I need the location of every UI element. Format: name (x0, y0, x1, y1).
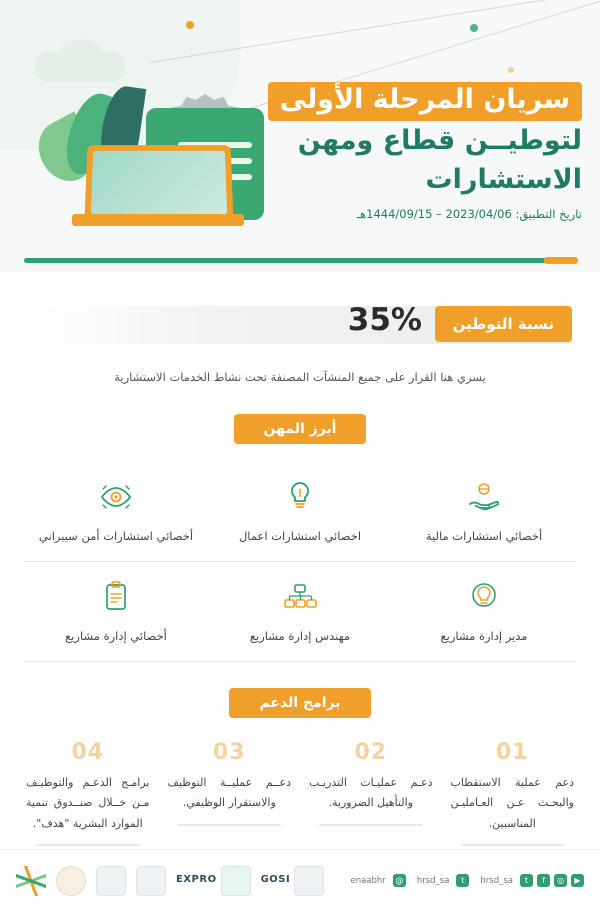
jobs-section-header (0, 414, 600, 444)
program-text: برامـج الدعـم والتوظيـف مـن خــلال صنــدوق تنمية الموارد البشرية "هدف". (26, 776, 150, 830)
gosi-logo (261, 866, 325, 896)
job-label: أخصائي إدارة مشاريع (65, 628, 167, 643)
youtube-icon[interactable]: ▶ (571, 874, 584, 887)
decorative-dot (508, 67, 514, 73)
header-title-line-2: لتوطيــن قطاع ومهن (297, 124, 582, 156)
gosi-logo-text (261, 874, 291, 887)
job-card (208, 562, 392, 662)
program-divider (178, 824, 282, 826)
seal-logo (56, 866, 86, 896)
decorative-dot (186, 21, 194, 29)
laptop-screen-icon (84, 145, 233, 220)
header-divider (24, 258, 576, 263)
social-links (344, 874, 585, 887)
job-card (24, 462, 208, 562)
link-icon[interactable]: @ (393, 874, 406, 887)
hrsd-authority-logo (136, 866, 166, 896)
program-divider (36, 844, 140, 846)
expro-logo-mark (221, 866, 251, 896)
eye-shield-icon (30, 476, 202, 518)
header-banner (0, 0, 600, 272)
partner-logos (16, 866, 324, 896)
program-number: 03 (212, 740, 246, 766)
rate-value: 35% (347, 302, 422, 338)
instagram-icon[interactable]: ◎ (554, 874, 567, 887)
jobs-section-title: أبرز المهن (234, 414, 367, 444)
program-divider (461, 844, 565, 846)
palm-icon (16, 866, 46, 896)
social-handle: enaabhr (350, 875, 386, 886)
jobs-grid (24, 462, 576, 663)
programs-section-title: برامج الدعم (229, 688, 370, 718)
program-divider (319, 824, 423, 826)
social-handle: hrsd_sa (416, 875, 450, 886)
facebook-icon[interactable]: f (537, 874, 550, 887)
seal-logo-mark (56, 866, 86, 896)
job-label: مهندس إدارة مشاريع (249, 628, 351, 643)
gosi-logo-title: GOSI (260, 874, 291, 886)
hand-coin-icon (398, 476, 570, 518)
localization-rate-block (28, 300, 572, 364)
expro-logo (176, 866, 251, 896)
program-text: دعم عملية الاستقطاب والبحـث عـن العـامليـن المناسبين. (450, 776, 574, 830)
program-card (20, 736, 156, 858)
twitter-icon[interactable]: t (456, 874, 469, 887)
clipboard-icon (30, 576, 202, 618)
footer (0, 849, 600, 911)
social-handle: hrsd_sa (480, 875, 513, 886)
ministry-of-finance-logo (96, 866, 126, 896)
job-label: أخصائي استشارات مالية (425, 528, 543, 543)
program-card (162, 736, 298, 858)
expro-logo-text (176, 874, 217, 887)
job-card (392, 462, 576, 562)
rate-note: يسري هنا القرار على جميع المنشآت المصنفة تحت نشاط الخدمات الاستشارية (114, 370, 486, 384)
job-card (24, 562, 208, 662)
twitter-icon[interactable]: t (520, 874, 533, 887)
program-number: 04 (71, 740, 105, 766)
lightbulb-idea-icon (214, 476, 386, 518)
programs-grid (20, 736, 580, 858)
programs-section-header (0, 688, 600, 718)
application-date: تاريخ التطبيق: 2023/04/06 – 1444/09/15هـ (356, 206, 582, 221)
job-label: اخصائي استشارات اعمال (238, 528, 362, 543)
program-text: دعـم عمليـات التدريـب والتأهيل الضرورية. (309, 776, 433, 810)
ministry-of-finance-logo-mark (96, 866, 126, 896)
job-label: أخصائي استشارات أمن سيبراني (38, 528, 194, 543)
laptop-base-icon (72, 214, 244, 226)
decorative-dot (470, 24, 478, 32)
header-title-line-1: سريان المرحلة الأولى (268, 82, 582, 121)
program-number: 02 (354, 740, 388, 766)
hrsd-authority-logo-mark (136, 866, 166, 896)
header-title-line-3: الاستشارات (425, 163, 582, 195)
program-text: دعــم عمليــة التوظيف والاستقرار الوظيفي. (167, 776, 291, 810)
vision-2030-logo (16, 866, 46, 896)
job-card (392, 562, 576, 662)
lightbulb-gear-icon (398, 576, 570, 618)
network-nodes-icon (214, 576, 386, 618)
job-card (208, 462, 392, 562)
job-label: مدير إدارة مشاريع (440, 628, 528, 643)
cloud-icon (34, 52, 126, 82)
program-card (445, 736, 581, 858)
expro-logo-title: EXPRO (176, 874, 217, 886)
program-number: 01 (495, 740, 529, 766)
gosi-logo-mark (294, 866, 324, 896)
program-card (303, 736, 439, 858)
rate-badge: نسبة التوطين (435, 306, 572, 342)
header-text-block (252, 82, 582, 221)
